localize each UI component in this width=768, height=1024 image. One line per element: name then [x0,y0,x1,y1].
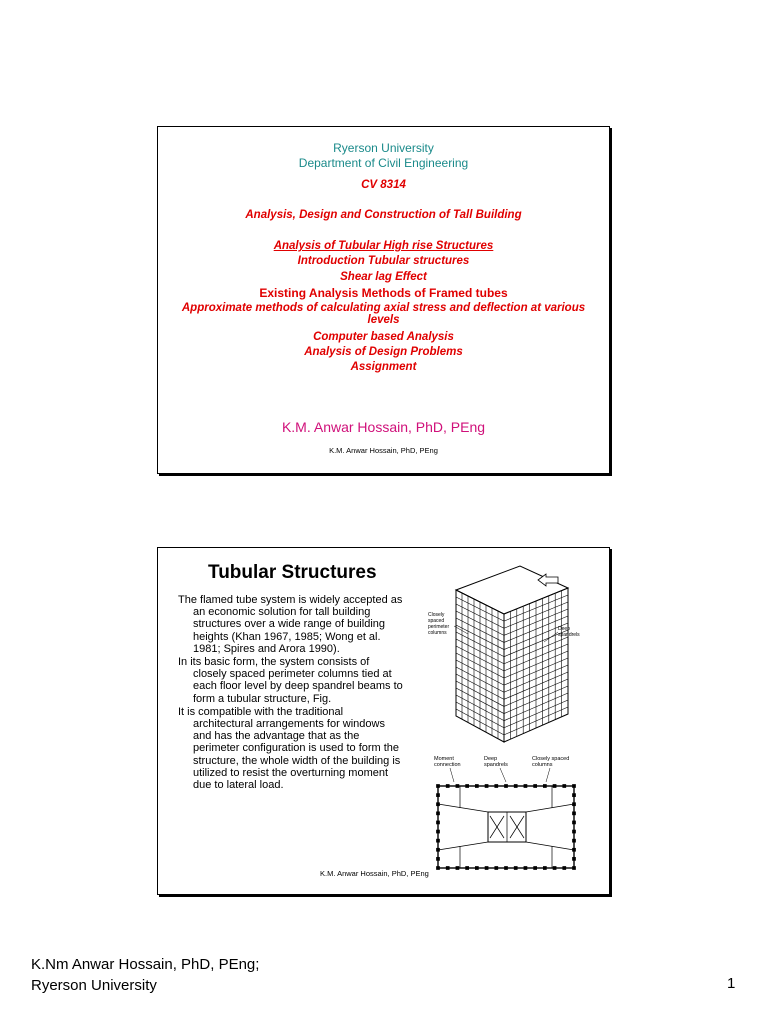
page-footer [31,954,259,996]
topic-approx-methods: Approximate methods of calculating axial stress and deflection at various levels [181,302,586,326]
deep-spandrels-label [558,626,580,638]
topic-heading: Analysis of Tubular High rise Structures [273,240,494,252]
framed-tube-figure [420,560,600,880]
topic-item: Shear lag Effect [340,271,427,283]
course-title: Analysis, Design and Construction of Tall Building [245,209,522,221]
author-name: K.M. Anwar Hossain, PhD, PEng [281,419,486,435]
tube-isometric-drawing [456,566,568,742]
deep-spandrels-plan-label: Deep [484,756,498,762]
svg-text:columns: columns [428,630,447,636]
slide-body [178,594,406,792]
svg-text:connection: connection [434,762,461,768]
floor-plan-drawing [437,785,576,870]
bullet-paragraph: In its basic form, the system consists of closely spaced perimeter columns tied at each floor level by deep spandrel beams to form a tubular structure, Fig. [178,656,403,705]
topic-item: Computer based Analysis [313,331,454,343]
course-code: CV 8314 [361,179,406,191]
svg-text:columns: columns [532,762,553,768]
topic-item: Assignment [350,361,417,373]
tubular-structures-slide [157,547,610,895]
university-name: Ryerson University [333,141,434,155]
svg-text:perimeter: perimeter [428,624,450,630]
perimeter-columns-label [428,612,449,636]
svg-text:spaced: spaced [428,618,445,624]
closely-spaced-columns-label: Closely spaced [532,756,570,762]
topic-item: Analysis of Design Problems [304,346,463,358]
footer-author: K.Nm Anwar Hossain, PhD, PEng; [31,956,260,973]
bullet-paragraph: It is compatible with the traditional architectural arrangements for windows and has the advantage that as the perimeter configuration is used to form the structure, the whole width of the building is utilized to resist the overturning moment due to lateral load. [178,705,401,792]
svg-text:Deep: Deep [558,626,570,632]
svg-text:spandrels: spandrels [558,632,580,638]
topic-existing-methods: Existing Analysis Methods of Framed tubes [259,286,508,300]
footer-university: Ryerson University [31,977,157,994]
slide-title: Tubular Structures [208,562,377,583]
slide-footer: K.M. Anwar Hossain, PhD, PEng [320,869,429,878]
slide-footer: K.M. Anwar Hossain, PhD, PEng [329,446,438,455]
title-slide [157,126,610,474]
bullet-paragraph: The flamed tube system is widely accepted as an economic solution for tall building structures over a wide range of building heights (Khan 1967, 1985; Wong et al. 1981; Spires and Arora 1990). [178,594,403,655]
moment-connection-label: Moment [434,756,454,762]
page-number: 1 [727,975,736,992]
svg-text:Closely: Closely [428,612,445,618]
svg-text:spandrels: spandrels [484,762,508,768]
topic-item: Introduction Tubular structures [297,255,470,267]
department-name: Department of Civil Engineering [298,156,469,170]
